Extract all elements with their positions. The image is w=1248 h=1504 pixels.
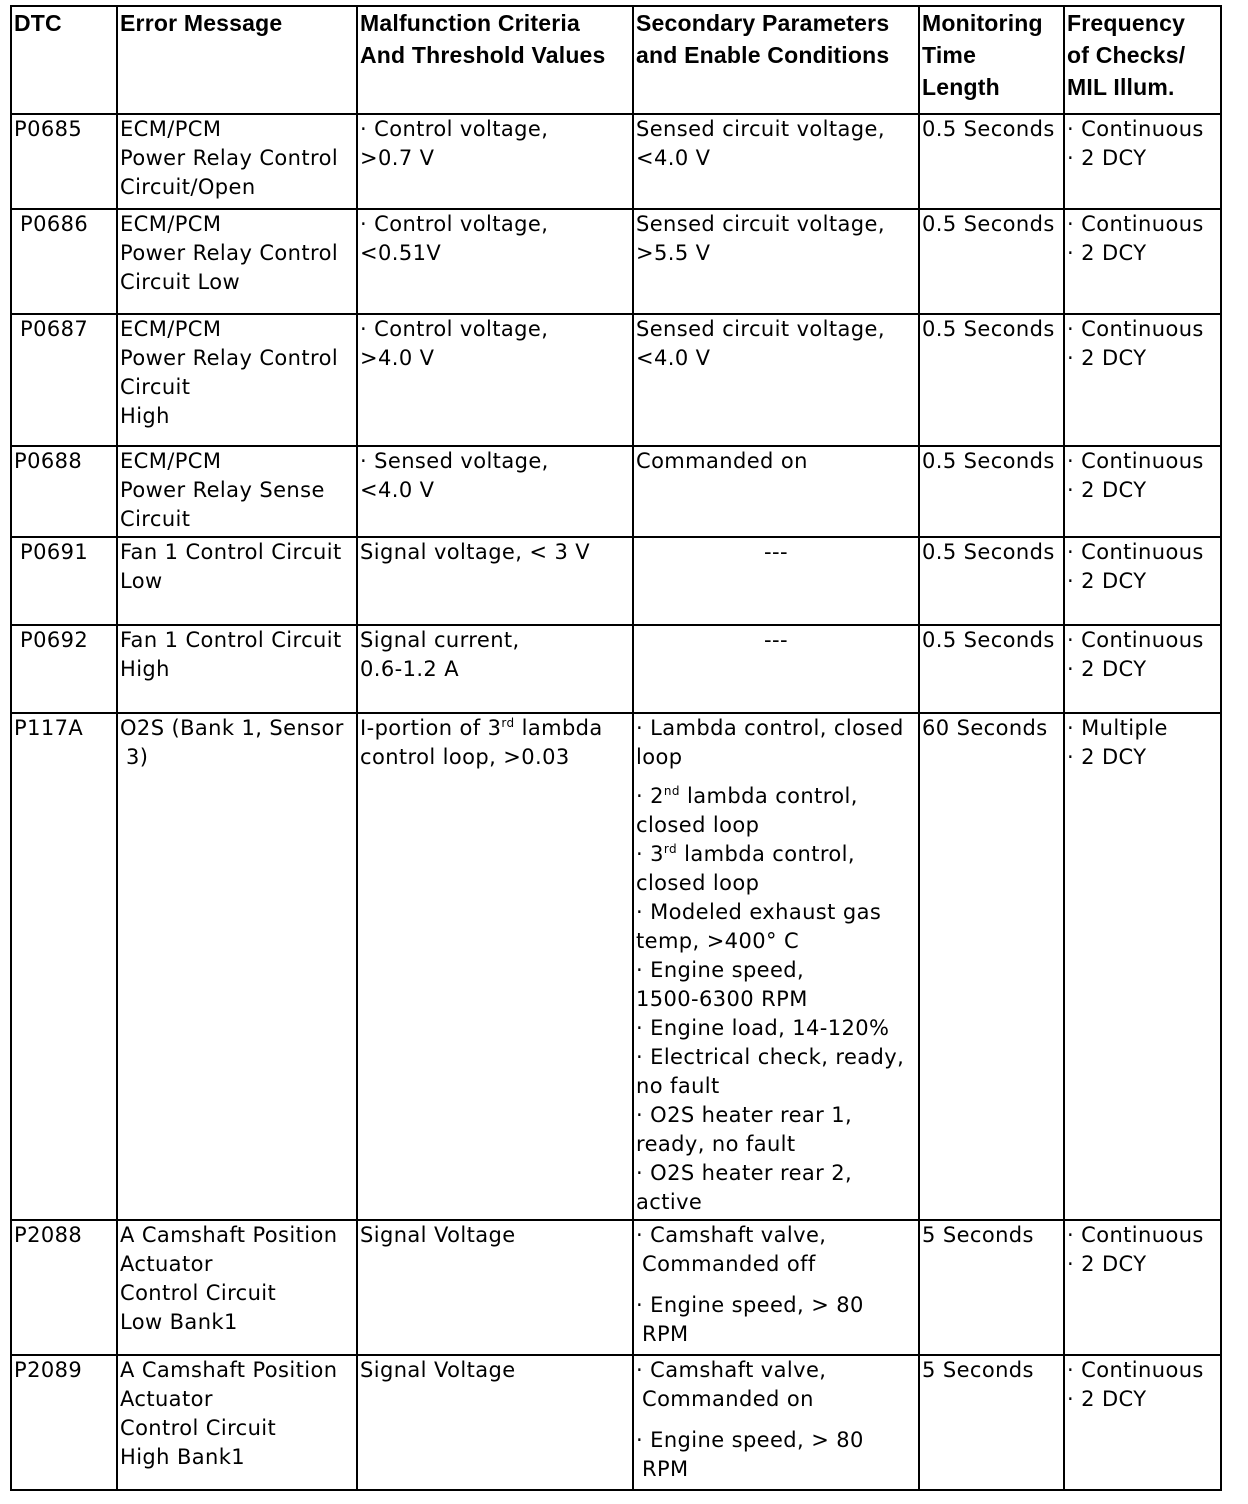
cell-frequency: · Continuous · 2 DCY [1064, 1355, 1221, 1490]
cell-malfunction: Signal voltage, < 3 V [357, 537, 633, 625]
cell-malfunction: · Control voltage, >0.7 V [357, 114, 633, 209]
cell-frequency: · Continuous · 2 DCY [1064, 446, 1221, 537]
cell-error-message: ECM/PCM Power Relay Control Circuit High [117, 314, 357, 446]
cell-secondary: Commanded on [633, 446, 919, 537]
cell-monitoring-time: 5 Seconds [919, 1220, 1064, 1355]
cell-dtc: P0687 [11, 314, 117, 446]
header-dtc: DTC [11, 6, 117, 114]
cell-monitoring-time: 60 Seconds [919, 713, 1064, 1220]
cell-error-message: ECM/PCM Power Relay Control Circuit Low [117, 209, 357, 314]
cell-frequency: · Continuous · 2 DCY [1064, 209, 1221, 314]
table-row [11, 446, 1221, 537]
cell-secondary: · Lambda control, closed loop · 2nd lambda control, closed loop · 3rd lambda control, closed loop · Modeled exhaust gas temp, >400° C · Engine speed, 1500-6300 RPM · Engine load, 14-120% · Electrical check, ready, no fault · O2S heater rear 1, ready, no fault · O2S heater rear 2, active [633, 713, 919, 1220]
cell-monitoring-time: 0.5 Seconds [919, 537, 1064, 625]
cell-dtc: P0691 [11, 537, 117, 625]
cell-error-message: Fan 1 Control Circuit Low [117, 537, 357, 625]
cell-error-message: A Camshaft Position Actuator Control Circuit Low Bank1 [117, 1220, 357, 1355]
cell-frequency: · Continuous · 2 DCY [1064, 114, 1221, 209]
cell-monitoring-time: 0.5 Seconds [919, 209, 1064, 314]
table-row [11, 209, 1221, 314]
dtc-table [10, 5, 1222, 1491]
cell-frequency: · Continuous · 2 DCY [1064, 537, 1221, 625]
cell-secondary: Sensed circuit voltage, <4.0 V [633, 114, 919, 209]
cell-malfunction: · Control voltage, <0.51V [357, 209, 633, 314]
cell-secondary: --- [633, 537, 919, 625]
cell-frequency: · Multiple · 2 DCY [1064, 713, 1221, 1220]
cell-dtc: P0688 [11, 446, 117, 537]
cell-frequency: · Continuous · 2 DCY [1064, 314, 1221, 446]
cell-malfunction: Signal Voltage [357, 1220, 633, 1355]
table-row [11, 537, 1221, 625]
cell-monitoring-time: 0.5 Seconds [919, 314, 1064, 446]
cell-malfunction: · Sensed voltage, <4.0 V [357, 446, 633, 537]
cell-malfunction: I-portion of 3rd lambda control loop, >0.03 [357, 713, 633, 1220]
table-row [11, 713, 1221, 1220]
cell-monitoring-time: 0.5 Seconds [919, 114, 1064, 209]
cell-secondary: --- [633, 625, 919, 713]
cell-dtc: P0686 [11, 209, 117, 314]
cell-malfunction: · Control voltage, >4.0 V [357, 314, 633, 446]
cell-error-message: ECM/PCM Power Relay Control Circuit/Open [117, 114, 357, 209]
cell-dtc: P0692 [11, 625, 117, 713]
cell-error-message: A Camshaft Position Actuator Control Circuit High Bank1 [117, 1355, 357, 1490]
header-error-message: Error Message [117, 6, 357, 114]
cell-dtc: P2088 [11, 1220, 117, 1355]
table-row [11, 625, 1221, 713]
cell-monitoring-time: 0.5 Seconds [919, 625, 1064, 713]
header-malfunction-criteria: Malfunction Criteria And Threshold Values [357, 6, 633, 114]
table-header-row [11, 6, 1221, 114]
cell-secondary: Sensed circuit voltage, <4.0 V [633, 314, 919, 446]
cell-secondary: Sensed circuit voltage, >5.5 V [633, 209, 919, 314]
table-row [11, 314, 1221, 446]
cell-malfunction: Signal Voltage [357, 1355, 633, 1490]
cell-malfunction: Signal current, 0.6-1.2 A [357, 625, 633, 713]
table-row [11, 1220, 1221, 1355]
table-row [11, 1355, 1221, 1490]
cell-secondary: · Camshaft valve, Commanded on · Engine speed, > 80 RPM [633, 1355, 919, 1490]
header-frequency: Frequency of Checks/ MIL Illum. [1064, 6, 1221, 114]
cell-monitoring-time: 0.5 Seconds [919, 446, 1064, 537]
header-monitoring-time: Monitoring Time Length [919, 6, 1064, 114]
header-secondary-parameters: Secondary Parameters and Enable Conditions [633, 6, 919, 114]
cell-frequency: · Continuous · 2 DCY [1064, 1220, 1221, 1355]
cell-error-message: ECM/PCM Power Relay Sense Circuit [117, 446, 357, 537]
cell-frequency: · Continuous · 2 DCY [1064, 625, 1221, 713]
cell-monitoring-time: 5 Seconds [919, 1355, 1064, 1490]
table-row [11, 114, 1221, 209]
cell-error-message: O2S (Bank 1, Sensor 3) [117, 713, 357, 1220]
cell-dtc: P0685 [11, 114, 117, 209]
cell-dtc: P117A [11, 713, 117, 1220]
cell-error-message: Fan 1 Control Circuit High [117, 625, 357, 713]
cell-secondary: · Camshaft valve, Commanded off · Engine speed, > 80 RPM [633, 1220, 919, 1355]
cell-dtc: P2089 [11, 1355, 117, 1490]
